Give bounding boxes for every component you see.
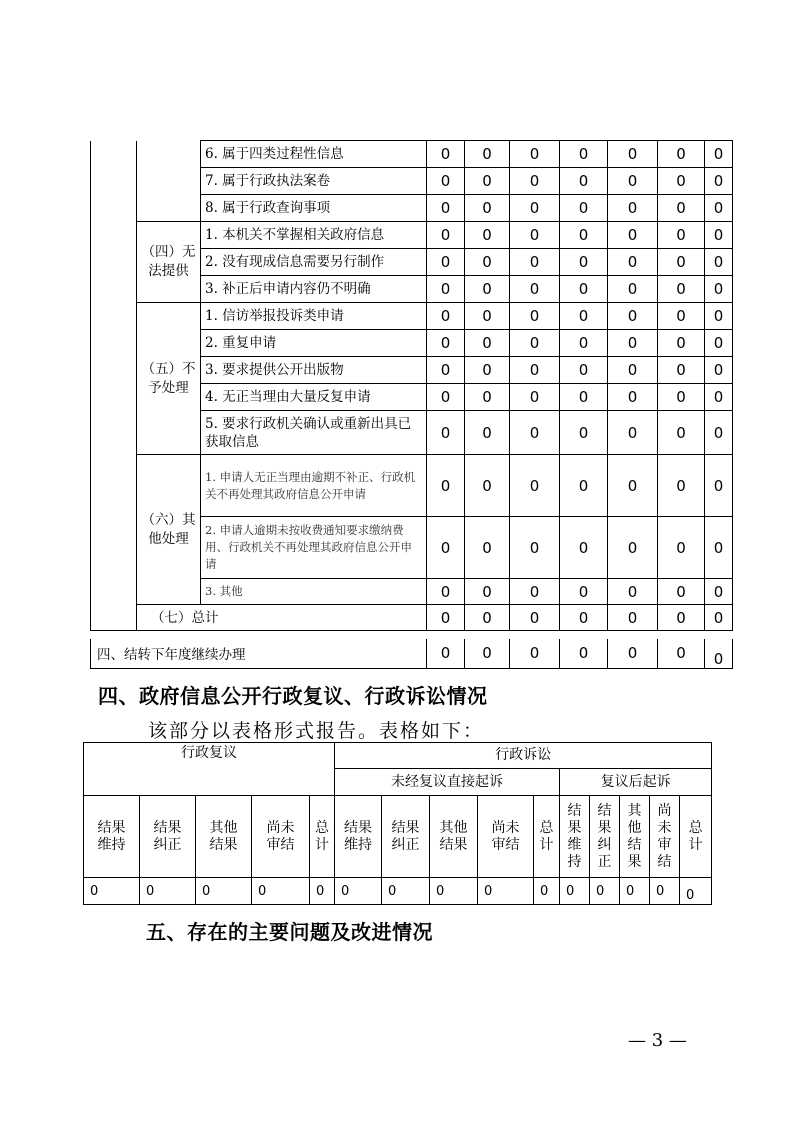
cell-value: 0 xyxy=(510,579,560,605)
cell-value: 0 xyxy=(465,249,510,276)
total-row-label: （七）总计 xyxy=(137,605,427,631)
col-header: 尚未审结 xyxy=(252,796,310,878)
cell-value: 0 xyxy=(705,222,733,249)
cell-value: 0 xyxy=(705,276,733,303)
row-label: 8. 属于行政查询事项 xyxy=(201,195,427,222)
cell-value: 0 xyxy=(430,878,478,905)
cell-value: 0 xyxy=(510,517,560,579)
cell-value: 0 xyxy=(510,195,560,222)
cell-value: 0 xyxy=(560,222,608,249)
page-number: — 3 — xyxy=(628,1030,687,1051)
cell-value: 0 xyxy=(510,222,560,249)
admin-review-header: 行政复议 xyxy=(84,743,335,796)
category-continued-cell xyxy=(137,141,201,222)
cell-value: 0 xyxy=(658,276,705,303)
col-header: 其他结果 xyxy=(430,796,478,878)
table1-body xyxy=(91,141,733,631)
cell-value: 0 xyxy=(427,168,465,195)
rollover-value: 0 xyxy=(705,639,733,668)
rollover-value: 0 xyxy=(560,639,608,668)
col-header: 结果维持 xyxy=(84,796,140,878)
section-4-heading: 四、政府信息公开行政复议、行政诉讼情况 xyxy=(98,684,488,708)
cell-value: 0 xyxy=(560,517,608,579)
cell-value: 0 xyxy=(705,303,733,330)
row-label: 2. 重复申请 xyxy=(201,330,427,357)
cell-value: 0 xyxy=(608,579,658,605)
cell-value: 0 xyxy=(510,357,560,384)
cell-value: 0 xyxy=(705,455,733,517)
cell-value: 0 xyxy=(608,141,658,168)
outer-category-column xyxy=(91,141,137,631)
cell-value: 0 xyxy=(705,249,733,276)
cell-value: 0 xyxy=(658,195,705,222)
category-not-processed: （五）不予处理 xyxy=(137,303,201,455)
row-label: 7. 属于行政执法案卷 xyxy=(201,168,427,195)
cell-value: 0 xyxy=(658,384,705,411)
cell-value: 0 xyxy=(560,249,608,276)
cell-value: 0 xyxy=(658,411,705,455)
row-label: 6. 属于四类过程性信息 xyxy=(201,141,427,168)
cell-value: 0 xyxy=(465,303,510,330)
col-header: 结果维持 xyxy=(560,796,590,878)
col-header: 其他结果 xyxy=(620,796,650,878)
cell-value: 0 xyxy=(465,168,510,195)
total-value: 0 xyxy=(427,605,465,631)
cell-value: 0 xyxy=(590,878,620,905)
cell-value: 0 xyxy=(705,141,733,168)
cell-value: 0 xyxy=(465,330,510,357)
cell-value: 0 xyxy=(608,195,658,222)
cell-value: 0 xyxy=(705,579,733,605)
cell-value: 0 xyxy=(427,517,465,579)
cell-value: 0 xyxy=(608,517,658,579)
cell-value: 0 xyxy=(658,303,705,330)
category-other-handling: （六）其他处理 xyxy=(137,455,201,605)
row-label: 1. 申请人无正当理由逾期不补正、行政机关不再处理其政府信息公开申请 xyxy=(201,455,427,517)
row-label: 1. 信访举报投诉类申请 xyxy=(201,303,427,330)
col-header: 总计 xyxy=(310,796,335,878)
cell-value: 0 xyxy=(608,357,658,384)
cell-value: 0 xyxy=(465,141,510,168)
cell-value: 0 xyxy=(427,357,465,384)
cell-value: 0 xyxy=(705,330,733,357)
row-label: 4. 无正当理由大量反复申请 xyxy=(201,384,427,411)
cell-value: 0 xyxy=(510,141,560,168)
col-header: 结果纠正 xyxy=(382,796,430,878)
cell-value: 0 xyxy=(478,878,534,905)
cell-value: 0 xyxy=(658,455,705,517)
cell-value: 0 xyxy=(140,878,196,905)
cell-value: 0 xyxy=(427,303,465,330)
cell-value: 0 xyxy=(560,455,608,517)
cell-value: 0 xyxy=(534,878,560,905)
cell-value: 0 xyxy=(560,330,608,357)
cell-value: 0 xyxy=(510,384,560,411)
cell-value: 0 xyxy=(560,384,608,411)
cell-value: 0 xyxy=(510,330,560,357)
cell-value: 0 xyxy=(510,303,560,330)
cell-value: 0 xyxy=(608,455,658,517)
application-handling-table xyxy=(90,140,733,631)
cell-value: 0 xyxy=(658,168,705,195)
col-header: 尚未审结 xyxy=(650,796,680,878)
cell-value: 0 xyxy=(705,195,733,222)
cell-value: 0 xyxy=(658,330,705,357)
cell-value: 0 xyxy=(465,195,510,222)
cell-value: 0 xyxy=(608,384,658,411)
cell-value: 0 xyxy=(510,168,560,195)
cell-value: 0 xyxy=(382,878,430,905)
category-cannot-provide: （四）无法提供 xyxy=(137,222,201,303)
cell-value: 0 xyxy=(196,878,252,905)
cell-value: 0 xyxy=(560,141,608,168)
cell-value: 0 xyxy=(560,195,608,222)
cell-value: 0 xyxy=(427,411,465,455)
cell-value: 0 xyxy=(620,878,650,905)
cell-value: 0 xyxy=(465,579,510,605)
cell-value: 0 xyxy=(560,411,608,455)
cell-value: 0 xyxy=(510,276,560,303)
section-5-heading: 五、存在的主要问题及改进情况 xyxy=(146,920,433,944)
cell-value: 0 xyxy=(608,276,658,303)
cell-value: 0 xyxy=(427,579,465,605)
cell-value: 0 xyxy=(465,411,510,455)
row-label: 5. 要求行政机关确认或重新出具已获取信息 xyxy=(201,411,427,455)
total-value: 0 xyxy=(658,605,705,631)
cell-value: 0 xyxy=(705,357,733,384)
section-4-intro: 该部分以表格形式报告。表格如下： xyxy=(148,720,485,742)
cell-value: 0 xyxy=(658,579,705,605)
row-label: 1. 本机关不掌握相关政府信息 xyxy=(201,222,427,249)
cell-value: 0 xyxy=(427,384,465,411)
total-value: 0 xyxy=(465,605,510,631)
cell-value: 0 xyxy=(510,455,560,517)
cell-value: 0 xyxy=(465,222,510,249)
total-value: 0 xyxy=(705,605,733,631)
col-header: 总计 xyxy=(680,796,712,878)
col-header: 尚未审结 xyxy=(478,796,534,878)
cell-value: 0 xyxy=(705,517,733,579)
total-value: 0 xyxy=(510,605,560,631)
row-label: 3. 其他 xyxy=(201,579,427,605)
cell-value: 0 xyxy=(560,276,608,303)
cell-value: 0 xyxy=(560,878,590,905)
cell-value: 0 xyxy=(658,222,705,249)
direct-suit-header: 未经复议直接起诉 xyxy=(335,769,560,796)
cell-value: 0 xyxy=(427,276,465,303)
cell-value: 0 xyxy=(608,330,658,357)
row-label: 3. 补正后申请内容仍不明确 xyxy=(201,276,427,303)
cell-value: 0 xyxy=(608,411,658,455)
cell-value: 0 xyxy=(427,222,465,249)
rollover-table xyxy=(90,639,733,669)
col-header: 结果纠正 xyxy=(590,796,620,878)
total-value: 0 xyxy=(608,605,658,631)
cell-value: 0 xyxy=(252,878,310,905)
cell-value: 0 xyxy=(560,168,608,195)
cell-value: 0 xyxy=(658,517,705,579)
cell-value: 0 xyxy=(427,455,465,517)
review-litigation-table xyxy=(83,742,712,905)
cell-value: 0 xyxy=(465,517,510,579)
cell-value: 0 xyxy=(427,195,465,222)
rollover-value: 0 xyxy=(658,639,705,668)
rollover-label: 四、结转下年度继续办理 xyxy=(91,639,427,668)
cell-value: 0 xyxy=(465,384,510,411)
cell-value: 0 xyxy=(658,357,705,384)
cell-value: 0 xyxy=(427,330,465,357)
cell-value: 0 xyxy=(680,878,712,905)
col-header: 结果维持 xyxy=(335,796,382,878)
cell-value: 0 xyxy=(465,455,510,517)
cell-value: 0 xyxy=(658,249,705,276)
cell-value: 0 xyxy=(560,303,608,330)
col-header: 结果纠正 xyxy=(140,796,196,878)
cell-value: 0 xyxy=(608,168,658,195)
cell-value: 0 xyxy=(510,249,560,276)
rollover-value: 0 xyxy=(510,639,560,668)
cell-value: 0 xyxy=(705,384,733,411)
cell-value: 0 xyxy=(658,141,705,168)
cell-value: 0 xyxy=(560,579,608,605)
col-header: 其他结果 xyxy=(196,796,252,878)
cell-value: 0 xyxy=(310,878,335,905)
row-label: 2. 没有现成信息需要另行制作 xyxy=(201,249,427,276)
admin-litigation-header: 行政诉讼 xyxy=(335,743,712,769)
total-value: 0 xyxy=(560,605,608,631)
col-header: 总计 xyxy=(534,796,560,878)
cell-value: 0 xyxy=(465,276,510,303)
cell-value: 0 xyxy=(465,357,510,384)
rollover-value: 0 xyxy=(608,639,658,668)
cell-value: 0 xyxy=(335,878,382,905)
cell-value: 0 xyxy=(608,222,658,249)
row-label: 2. 申请人逾期未按收费通知要求缴纳费用、行政机关不再处理其政府信息公开申请 xyxy=(201,517,427,579)
cell-value: 0 xyxy=(650,878,680,905)
cell-value: 0 xyxy=(705,411,733,455)
cell-value: 0 xyxy=(705,168,733,195)
cell-value: 0 xyxy=(608,303,658,330)
cell-value: 0 xyxy=(84,878,140,905)
cell-value: 0 xyxy=(427,249,465,276)
cell-value: 0 xyxy=(560,357,608,384)
rollover-value: 0 xyxy=(465,639,510,668)
row-label: 3. 要求提供公开出版物 xyxy=(201,357,427,384)
cell-value: 0 xyxy=(427,141,465,168)
cell-value: 0 xyxy=(608,249,658,276)
rollover-value: 0 xyxy=(427,639,465,668)
after-review-suit-header: 复议后起诉 xyxy=(560,769,712,796)
cell-value: 0 xyxy=(510,411,560,455)
